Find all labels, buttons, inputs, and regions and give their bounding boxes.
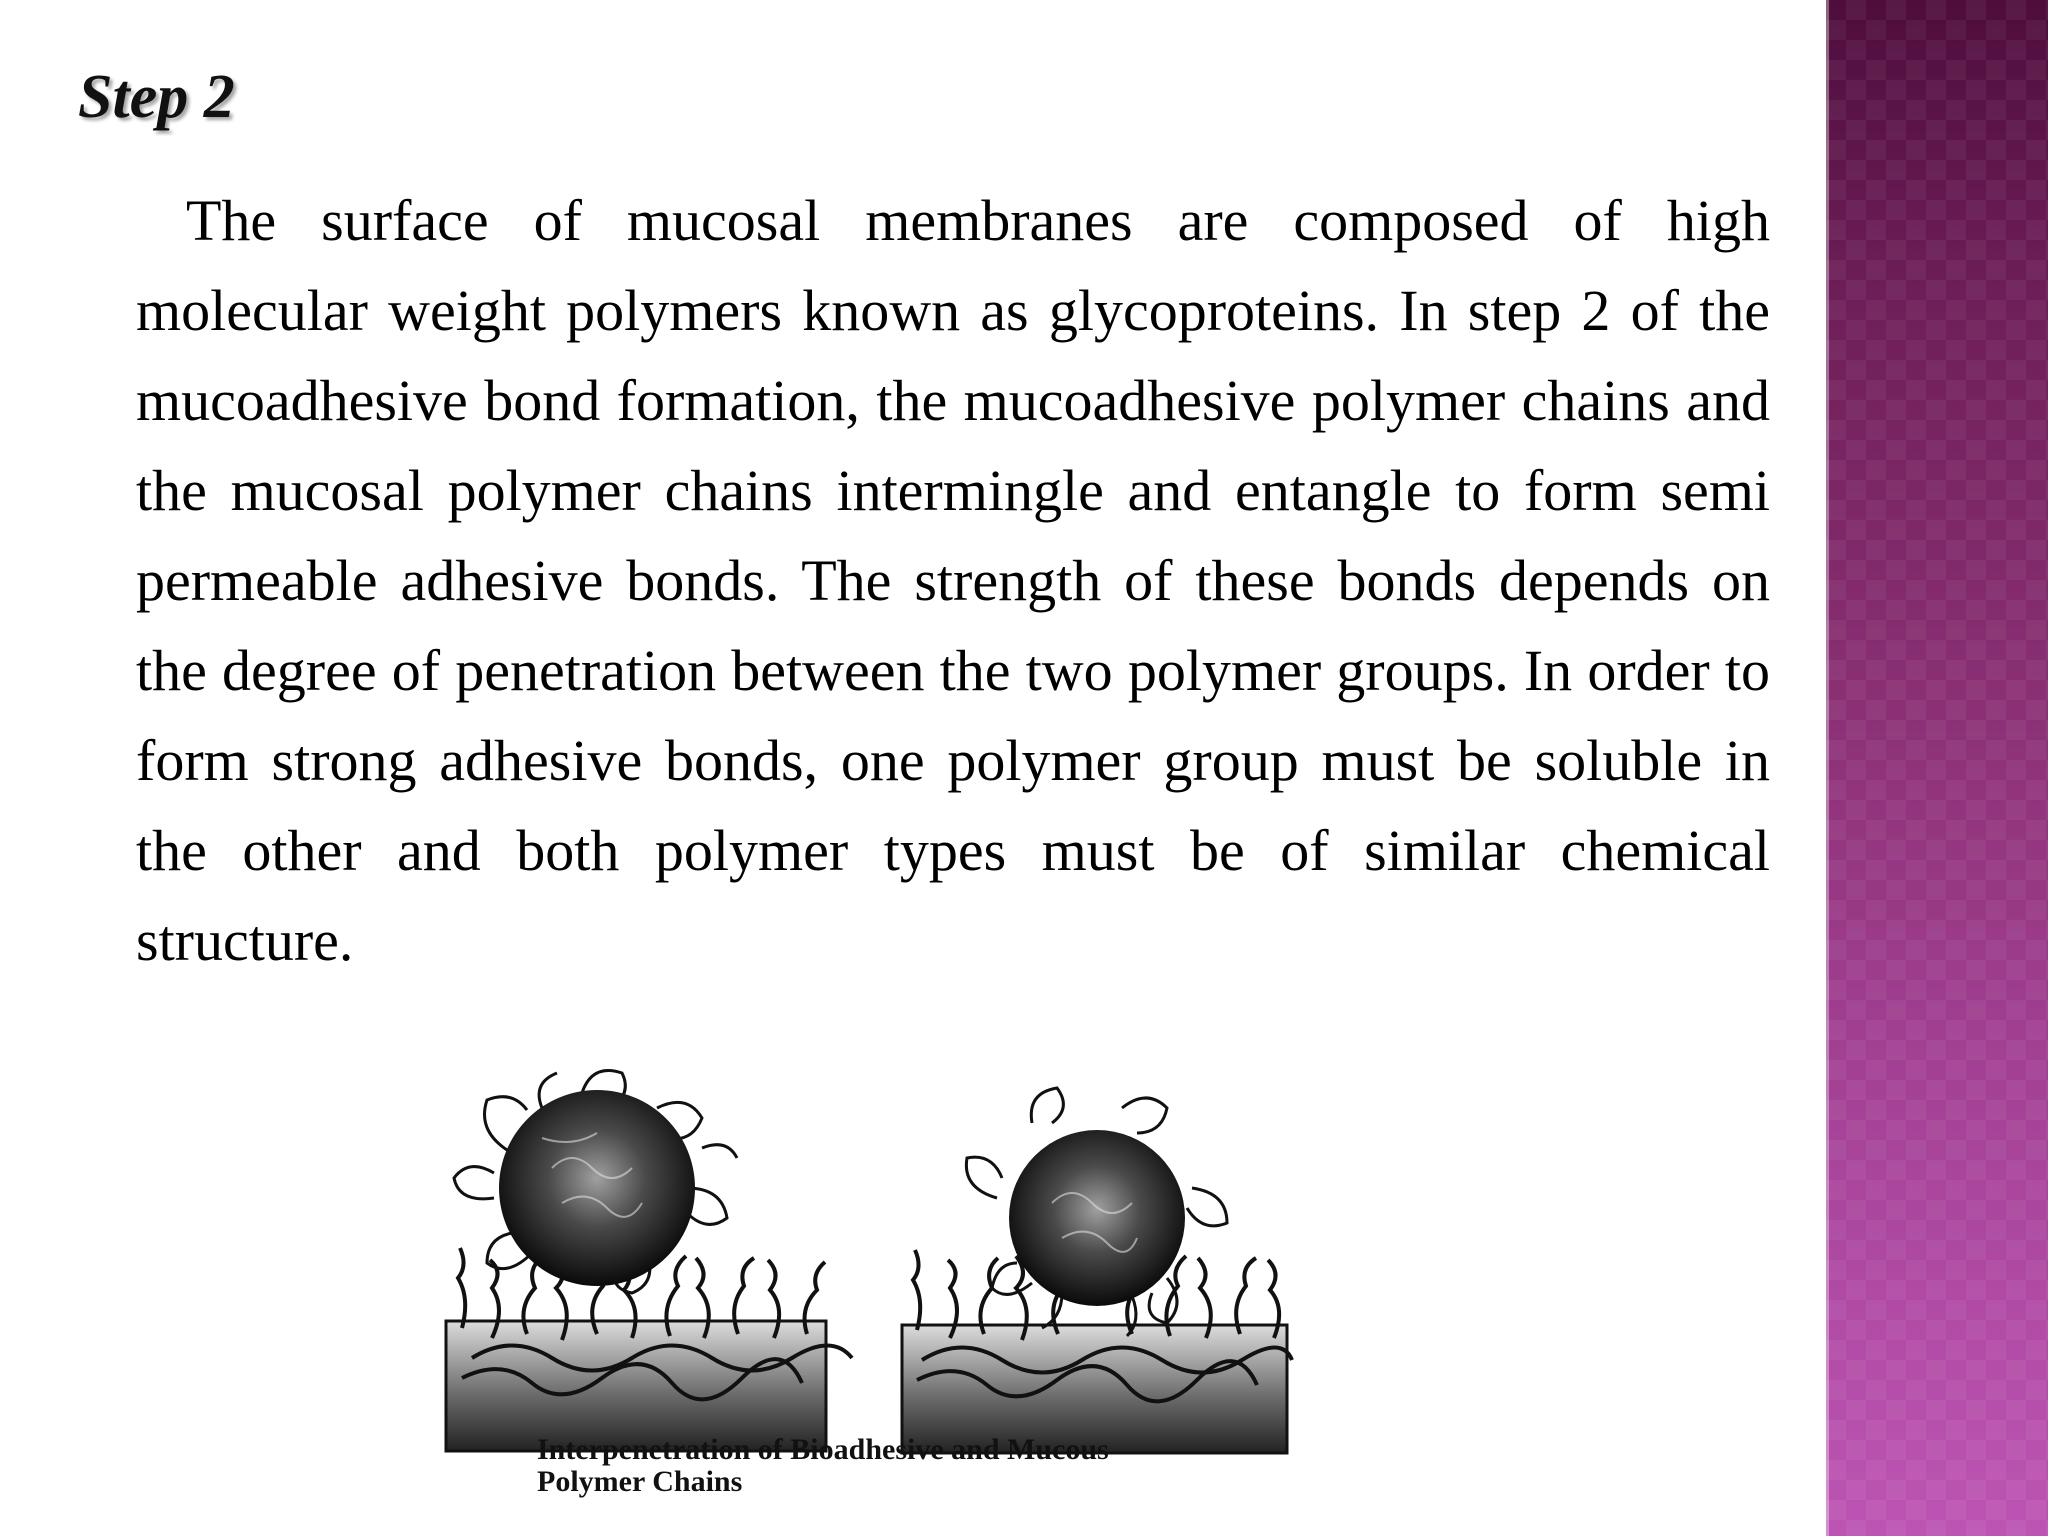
caption-line-2: Polymer Chains [537, 1465, 743, 1498]
slide-title: Step 2 [78, 63, 235, 131]
bioadhesive-particle-right [966, 1088, 1227, 1336]
sidebar-pattern [1826, 0, 2048, 1536]
right-panel [902, 1088, 1292, 1453]
body-paragraph: The surface of mucosal membranes are composed of high molecular weight polymers known as glycoproteins. In step 2 of the mucoadhesive bond formation, the mucoadhesive polymer chains and the mucosal polymer chains intermingle and entangle to form semi permeable adhesive bonds. The strength of these bonds depends on the degree of penetration between the two polymer groups. In order to form strong adhesive bonds, one polymer group must be soluble in the other and both polymer types must be of similar chemical structure. [136, 188, 1770, 973]
figure-caption [537, 1434, 1109, 1498]
sidebar-edge-line [1826, 0, 1829, 1536]
decorative-sidebar [1826, 0, 2048, 1536]
bioadhesive-particle-left [454, 1071, 737, 1294]
mucosa-base-left [446, 1321, 826, 1451]
caption-line-1: Interpenetration of Bioadhesive and Mucous [537, 1433, 1109, 1466]
left-panel [446, 1071, 852, 1452]
